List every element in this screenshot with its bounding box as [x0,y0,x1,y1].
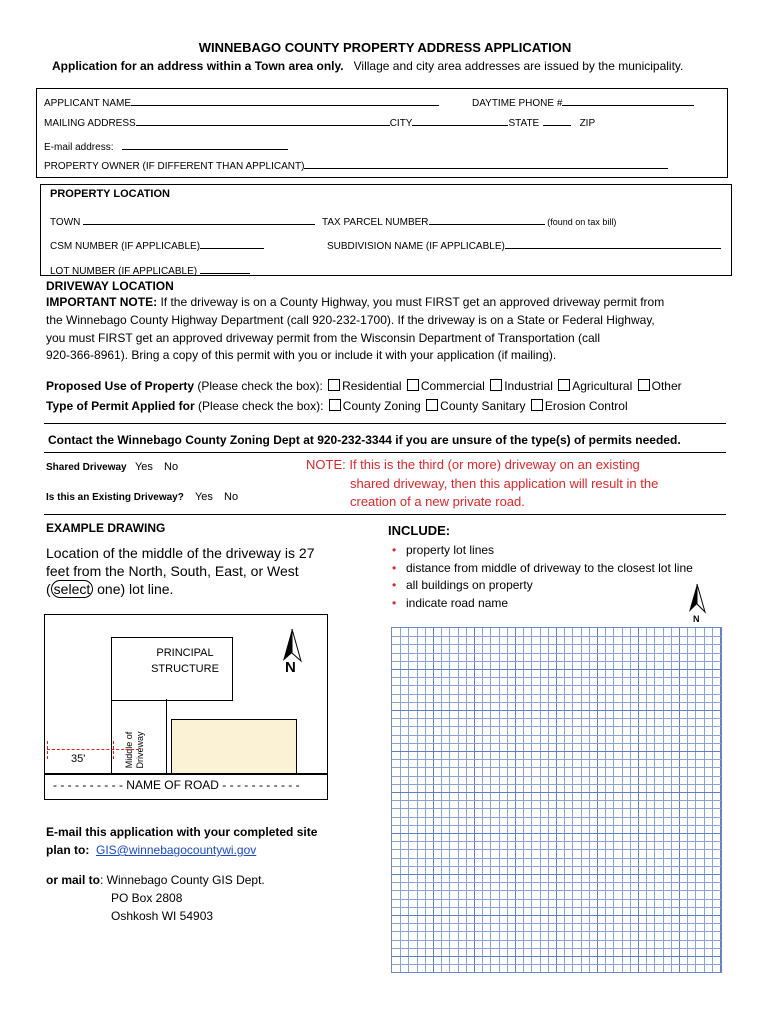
example-drawing [44,614,328,800]
example-drawing-heading: EXAMPLE DRAWING [46,521,166,535]
grid-line [392,956,721,957]
grid-line [392,882,721,883]
driveway-label-line1: Middle of [124,731,134,769]
grid-line [392,808,721,809]
grid-line [392,726,721,727]
important-note-line2: the Winnebago County Highway Department (call 920-232-1700). If the driveway is on a State or Federal Highway, [46,313,655,327]
road-label: - - - - - - - - - - NAME OF ROAD - - - - - - - - - - - [53,778,300,792]
grid-line [392,710,721,711]
example-text-line2: feet from the North, South, East, or West [46,563,299,579]
shared-yes-option[interactable]: Yes [134,461,153,473]
town-field[interactable]: TOWN [50,213,315,228]
structure-label-line1: PRINCIPAL [156,647,214,659]
grid-line [392,694,721,695]
grid-line [392,948,721,949]
grid-line [392,718,721,719]
email-field[interactable]: E-mail address: [44,138,288,153]
checkbox-commercial[interactable] [407,379,419,391]
property-owner-field[interactable]: PROPERTY OWNER (IF DIFFERENT THAN APPLICANT) [44,157,668,172]
contact-zoning-text: Contact the Winnebago County Zoning Dept at 920-232-3344 if you are unsure of the type(s) of permits needed. [48,433,681,447]
shared-note-line3: creation of a new private road. [350,494,525,509]
checkbox-erosion-control[interactable] [531,399,543,411]
shared-no-option[interactable]: No [164,461,179,473]
existing-no-option[interactable]: No [224,491,239,503]
grid-line [392,776,721,777]
list-item: • all buildings on property [392,578,533,592]
distance-dimension-line [47,749,139,750]
grid-line [392,817,721,818]
lot-line [45,773,327,775]
csm-number-field[interactable]: CSM NUMBER (IF APPLICABLE) [50,237,264,252]
property-location-heading: PROPERTY LOCATION [50,188,170,200]
grid-line [392,890,721,891]
include-list [392,542,693,612]
grid-line [392,792,721,793]
grid-line [392,767,721,768]
grid-line [392,874,721,875]
grid-line [392,735,721,736]
checkbox-agricultural[interactable] [558,379,570,391]
grid-line [392,964,721,965]
daytime-phone-field[interactable]: DAYTIME PHONE # [472,94,694,109]
proposed-use-row: Proposed Use of Property (Please check the box): Residential Commercial Industrial Agricultural Other [46,379,682,393]
grid-line [392,800,721,801]
checkbox-industrial[interactable] [490,379,502,391]
grid-line [392,858,721,859]
grid-line [392,866,721,867]
grid-line [392,841,721,842]
grid-line [392,931,721,932]
existing-driveway-row: Is this an Existing Driveway? Yes No [46,491,239,503]
divider [44,423,726,424]
list-item: • indicate road name [392,595,509,610]
grid-line [392,923,721,924]
shared-driveway-row: Shared Driveway Yes No [46,461,179,473]
include-heading: INCLUDE: [388,523,451,538]
shared-note-line1: NOTE: If this is the third (or more) driveway on an existing [306,457,640,472]
north-arrow-icon: N [275,627,309,677]
important-note-line3: you must FIRST get an approved driveway permit from the Wisconsin Department of Transportation (call [46,331,601,345]
mail-instruction-line1: or mail to: Winnebago County GIS Dept. [46,873,265,887]
grid-line [392,636,721,637]
permit-type-row: Type of Permit Applied for (Please check the box): County Zoning County Sanitary Erosion Control [46,399,628,413]
page-subtitle: Application for an address within a Town area only. Village and city area addresses are issued by the municipality. [52,59,684,73]
checkbox-residential[interactable] [328,379,340,391]
important-note-line1: IMPORTANT NOTE: If the driveway is on a County Highway, you must FIRST get an approved driveway permit from [46,295,665,309]
grid-line [392,661,721,662]
grid-line [392,759,721,760]
neighbor-structure [171,719,297,775]
mailing-address-field[interactable]: MAILING ADDRESS CITY STATE ZIP [44,114,595,129]
checkbox-county-sanitary[interactable] [426,399,438,411]
example-text-line3: ( select one) lot line. [46,581,174,597]
grid-line [392,685,721,686]
north-arrow-icon: N [683,582,711,626]
driveway-location-heading: DRIVEWAY LOCATION [46,279,174,293]
grid-line [392,907,721,908]
list-item: • property lot lines [392,543,495,557]
grid-line [392,644,721,645]
grid-line [392,899,721,900]
page-title: WINNEBAGO COUNTY PROPERTY ADDRESS APPLICATION [198,40,572,55]
lot-number-field[interactable]: LOT NUMBER (IF APPLICABLE) [50,262,250,277]
distance-label: 35' [71,753,86,765]
grid-line [392,653,721,654]
driveway-label-line2: Driveway [135,731,145,769]
tax-parcel-field[interactable]: TAX PARCEL NUMBER (found on tax bill) [322,213,616,228]
checkbox-county-zoning[interactable] [329,399,341,411]
grid-line [392,702,721,703]
site-plan-grid[interactable] [391,627,722,973]
grid-line [392,784,721,785]
grid-line [392,751,721,752]
email-link[interactable]: GIS@winnebagocountywi.gov [96,843,257,857]
list-item: • distance from middle of driveway to the closest lot line [392,560,693,575]
email-instruction-line1: E-mail this application with your completed site [46,825,318,839]
email-instruction-line2: plan to: GIS@winnebagocountywi.gov [46,843,257,857]
applicant-name-field[interactable]: APPLICANT NAME [44,94,439,109]
shared-note-line2: shared driveway, then this application will result in the [350,476,659,491]
divider [44,452,726,453]
checkbox-other[interactable] [638,379,650,391]
grid-line [392,915,721,916]
grid-line [392,669,721,670]
subdivision-name-field[interactable]: SUBDIVISION NAME (IF APPLICABLE) [327,237,721,252]
example-text-line1: Location of the middle of the driveway is 27 [46,545,315,561]
mail-instruction-line2: PO Box 2808 [111,891,183,905]
grid-line [392,940,721,941]
grid-line [392,743,721,744]
grid-line [392,677,721,678]
important-note-line4: 920-366-8961). Bring a copy of this permit with you or include it with your application (if mailing). [46,348,557,362]
existing-yes-option[interactable]: Yes [194,491,213,503]
mail-instruction-line3: Oshkosh WI 54903 [111,909,214,923]
structure-label-line2: STRUCTURE [151,663,219,675]
grid-line [392,833,721,834]
divider [44,514,726,515]
grid-line [392,825,721,826]
grid-line [392,849,721,850]
